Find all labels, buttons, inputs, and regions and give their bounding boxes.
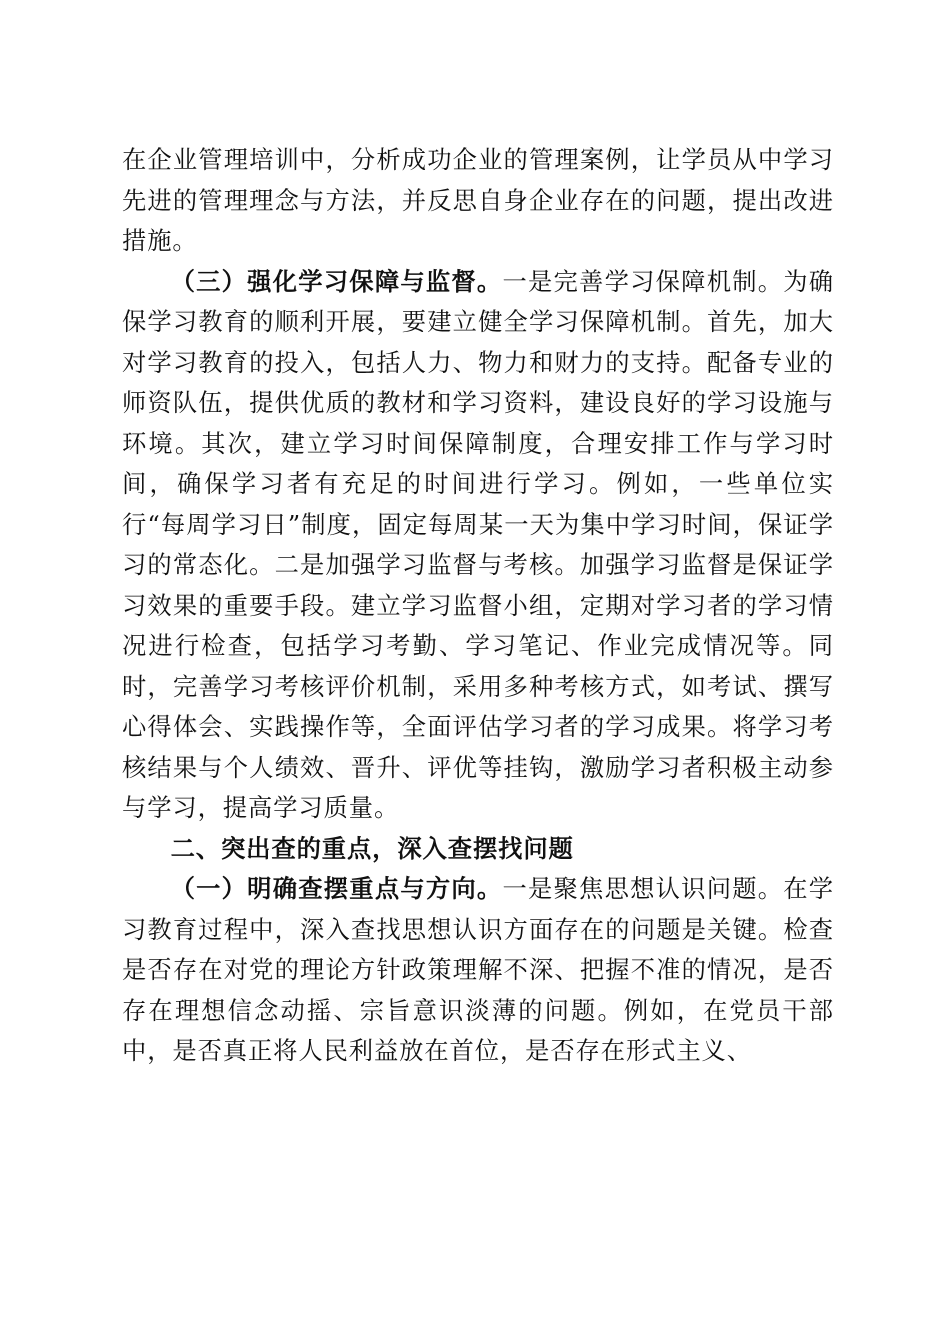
paragraph-learning-guarantee <box>122 262 834 829</box>
paragraph-continuation <box>122 140 834 262</box>
paragraph-text: 一是聚焦思想认识问题。在学习教育过程中，深入查找思想认识方面存在的问题是关键。检查是否存在对党的理论方针政策理解不深、把握不准的情况，是否存在理想信念动摇、宗旨意识淡薄的问题。例如，在党员干部中，是否真正将人民利益放在首位，是否存在形式主义、 <box>122 874 835 1065</box>
paragraph-text: 一是完善学习保障机制。为确保学习教育的顺利开展，要建立健全学习保障机制。首先，加大对学习教育的投入，包括人力、物力和财力的支持。配备专业的师资队伍，提供优质的教材和学习资料，建设良好的学习设施与环境。其次，建立学习时间保障制度，合理安排工作与学习时间，确保学习者有充足的时间进行学习。例如，一些单位实行“每周学习日”制度，固定每周某一天为集中学习时间，保证学习的常态化。二是加强学习监督与考核。加强学习监督是保证学习效果的重要手段。建立学习监督小组，定期对学习者的学习情况进行检查，包括学习考勤、学习笔记、作业完成情况等。同时，完善学习考核评价机制，采用多种考核方式，如考试、撰写心得体会、实践操作等，全面评估学习者的学习成果。将学习考核结果与个人绩效、晋升、评优等挂钩，激励学习者积极主动参与学习，提高学习质量。 <box>122 266 835 822</box>
subsection-title: （三）强化学习保障与监督。 <box>170 266 503 296</box>
section-heading: 二、突出查的重点，深入查摆找问题 <box>170 833 574 863</box>
paragraph-text: 在企业管理培训中，分析成功企业的管理案例，让学员从中学习先进的管理理念与方法，并反思自身企业存在的问题，提出改进措施。 <box>122 145 834 255</box>
paragraph-inspection-focus <box>122 869 834 1072</box>
subsection-title: （一）明确查摆重点与方向。 <box>170 874 503 903</box>
document-body <box>122 140 834 1072</box>
